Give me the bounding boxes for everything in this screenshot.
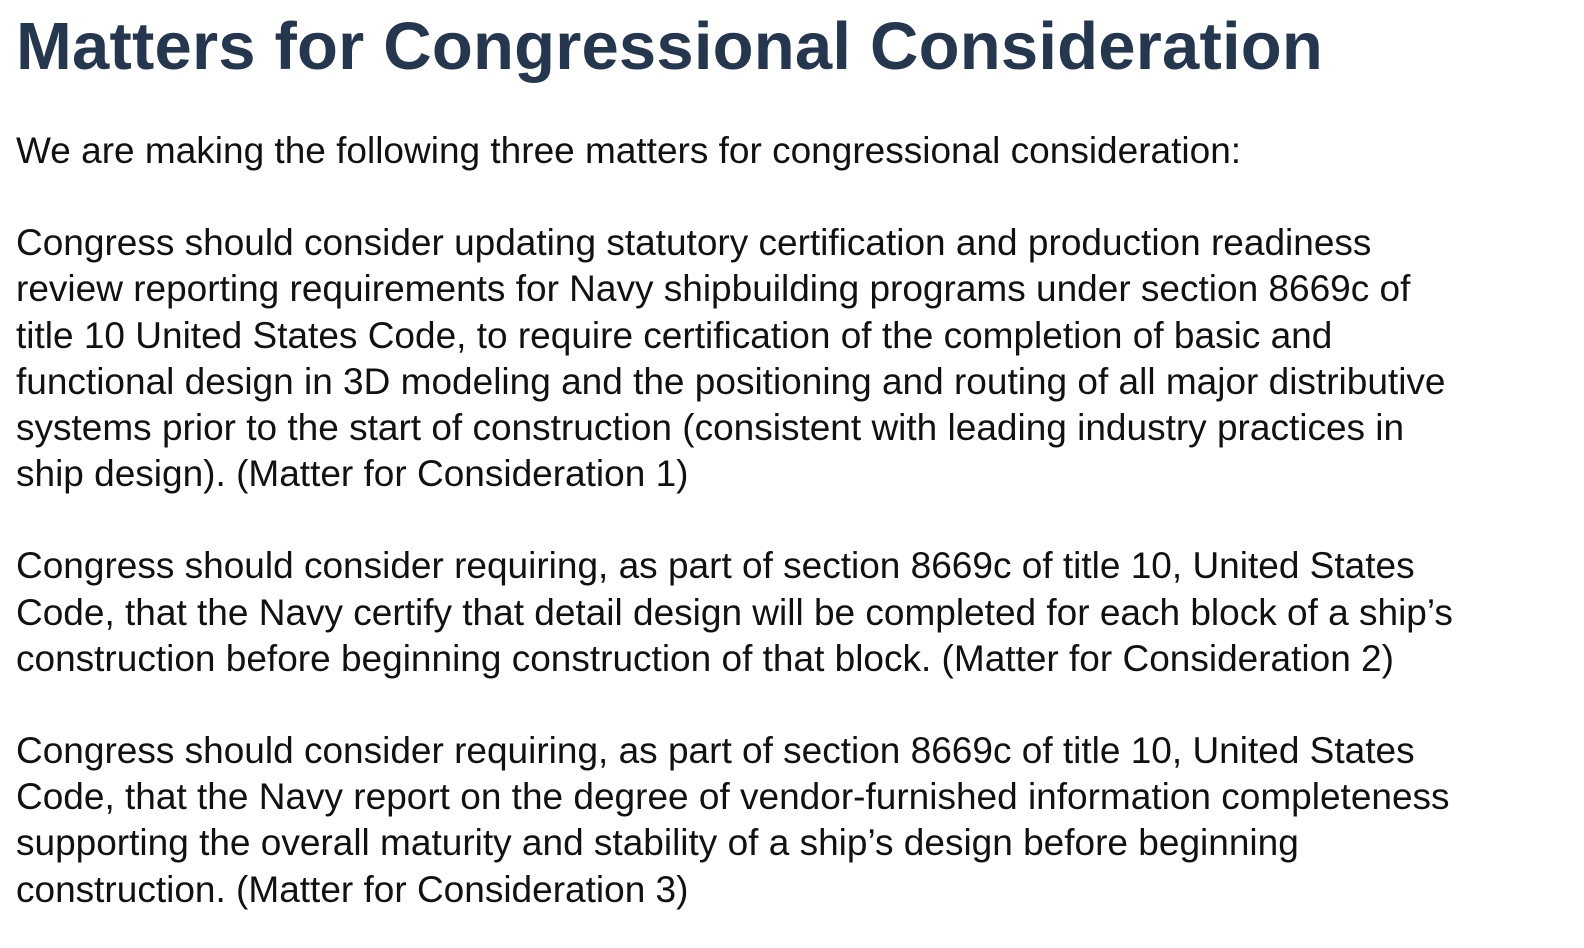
paragraph-line: Code, that the Navy certify that detail design will be completed for each block of a ship’s bbox=[16, 591, 1453, 633]
paragraph-line: systems prior to the start of construction (consistent with leading industry practices in bbox=[16, 407, 1405, 449]
paragraph-line: functional design in 3D modeling and the positioning and routing of all major distributive bbox=[16, 360, 1446, 402]
matter-paragraph-3 bbox=[16, 728, 1566, 913]
paragraph-line: construction before beginning construction of that block. (Matter for Consideration 2) bbox=[16, 637, 1394, 679]
paragraph-line: supporting the overall maturity and stability of a ship’s design before beginning bbox=[16, 822, 1299, 864]
paragraph-line: ship design). (Matter for Consideration 1) bbox=[16, 453, 689, 495]
matter-paragraph-2 bbox=[16, 543, 1566, 682]
paragraph-line: review reporting requirements for Navy shipbuilding programs under section 8669c of bbox=[16, 268, 1411, 310]
paragraph-line: Congress should consider updating statutory certification and production readiness bbox=[16, 222, 1372, 264]
page-title: Matters for Congressional Consideration bbox=[16, 9, 1324, 84]
intro-paragraph: We are making the following three matters for congressional consideration: bbox=[16, 130, 1242, 171]
paragraph-line: Congress should consider requiring, as part of section 8669c of title 10, United States bbox=[16, 730, 1415, 772]
matter-paragraph-1 bbox=[16, 220, 1566, 497]
paragraph-line: title 10 United States Code, to require certification of the completion of basic and bbox=[16, 314, 1333, 356]
document-page bbox=[16, 0, 1566, 913]
paragraph-line: Code, that the Navy report on the degree of vendor-furnished information completeness bbox=[16, 776, 1450, 818]
paragraph-line: Congress should consider requiring, as part of section 8669c of title 10, United States bbox=[16, 545, 1415, 587]
paragraph-line: construction. (Matter for Consideration 3) bbox=[16, 868, 689, 910]
